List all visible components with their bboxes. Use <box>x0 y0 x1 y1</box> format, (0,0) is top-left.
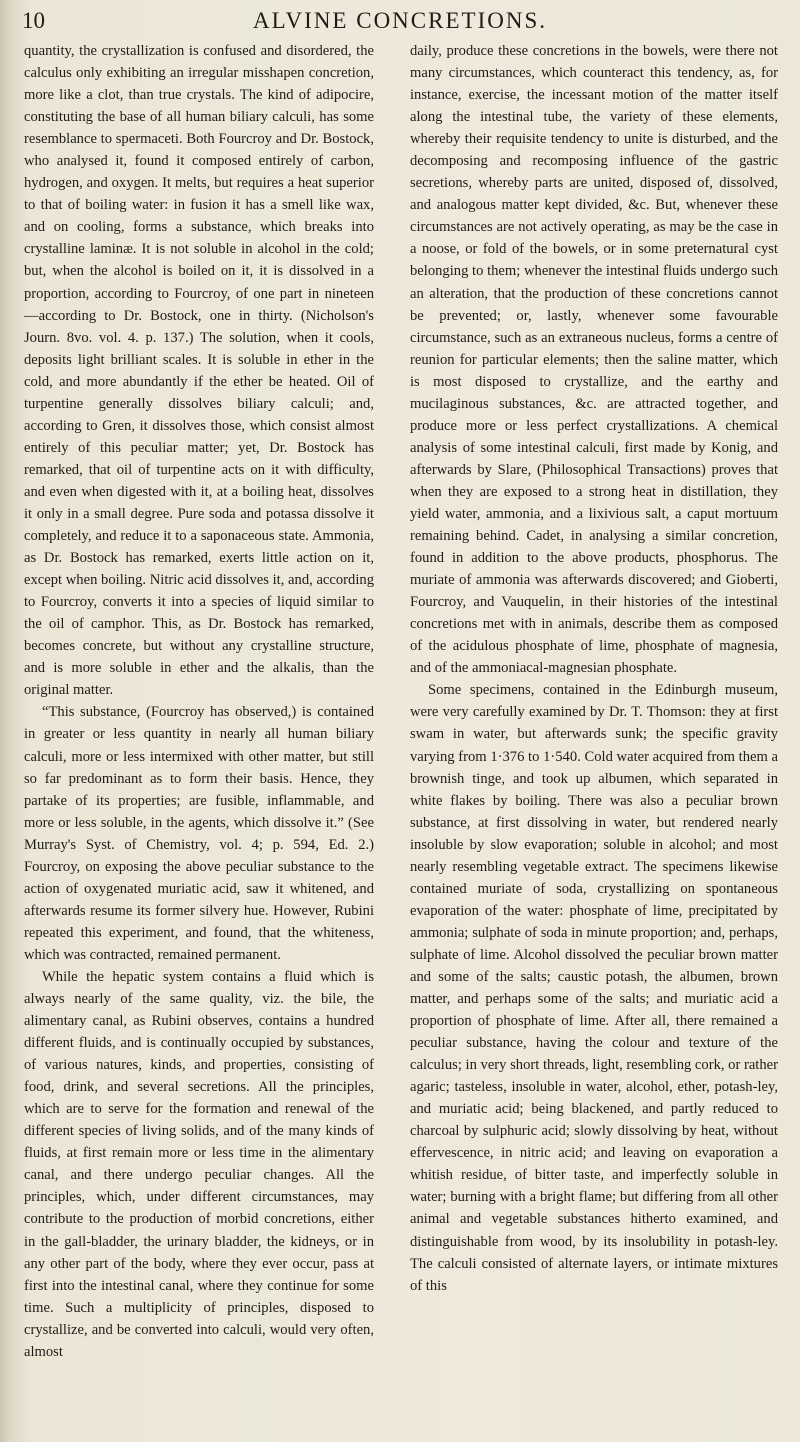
page-header <box>0 6 800 40</box>
left-paragraph-3: While the hepatic system contains a fluid which is always nearly of the same quality, viz. the bile, the alimentary canal, as Rubini observes, contains a hundred different fluids, and is continually occupied by substances, of various natures, kinds, and properties, consisting of food, drink, and several secretions. All the principles, which are to serve for the formation and renewal of the different species of living solids, and of the many kinds of fluids, at first remain more or less time in the alimentary canal, and there undergo peculiar changes. All the principles, which, under different circumstances, may contribute to the production of morbid concretions, either in the gall-bladder, the urinary bladder, the kidneys, or in any other part of the body, where they ever occur, pass at first into the intestinal canal, where they continue for some time. Such a multiplicity of principles, disposed to crystallize, and be converted into calculi, would very often, almost <box>24 968 374 1360</box>
left-column <box>24 40 374 1435</box>
right-column <box>410 40 778 1435</box>
running-head: ALVINE CONCRETIONS. <box>253 8 547 33</box>
right-paragraph-1: daily, produce these concretions in the bowels, were there not many circumstances, which counteract this tendency, as, for instance, exercise, the incessant motion of the matter itself along the intestinal tube, the variety of these elements, whereby their requisite tendency to unite is disturbed, and the decomposing and recomposing influence of the gastric secretions, whereby parts are united, disposed of, dissolved, and analogous matter kept divided, &c. But, whenever these circumstances are not actively operating, as may be the case in a noose, or fold of the bowels, or in some preternatural cyst belonging to them; whenever the intestinal fluids undergo such an alteration, that the production of these concretions cannot be prevented; or, lastly, whenever some favourable circumstance, such as an extraneous nucleus, forms a centre of reunion for particular elements; then the saline matter, which is most disposed to crystallize, and the earthy and mucilaginous substances, &c. are attracted together, and produce more or less perfect crystallizations. A chemical analysis of some intestinal calculi, first made by Konig, and afterwards by Slare, (Philosophical Transactions) proves that when they are exposed to a strong heat in distillation, they yield water, ammonia, and a lixivious salt, a caput mortuum remaining behind. Cadet, in analysing a similar concretion, found in addition to the above products, phosphorus. The muriate of ammonia was afterwards discovered; and Gioberti, Fourcroy, and Vauquelin, in their histories of the intestinal concretions met with in animals, describe them as composed of the acidulous phosphate of lime, phosphate of magnesia, and of the ammoniacal-magnesian phosphate. <box>410 43 778 677</box>
right-paragraph-2: Some specimens, contained in the Edinburgh museum, were very carefully examined by Dr. T. Thomson: they at first swam in water, but afterwards sunk; the specific gravity varying from 1·376 to 1·540. Cold water acquired from them a brownish tinge, and took up albumen, which separated in white flakes by boiling. There was also a peculiar brown substance, at first dissolving in water, but rendered nearly insoluble by slow evaporation; soluble in alcohol; and most nearly resembling vegetable extract. The specimens likewise contained muriate of soda, crystallizing on spontaneous evaporation of the water: phosphate of lime, precipitated by ammonia; sulphate of soda in minute proportion; and, perhaps, sulphate of lime. Alcohol dissolved the peculiar brown matter and some of the salts; caustic potash, the albumen, brown matter, and perhaps some of the salts; and muriatic acid a proportion of phosphate of lime. After all, there remained a peculiar substance, having the colour and texture of the calculus; in very short threads, light, resembling cork, or rather agaric; tasteless, insoluble in water, alcohol, ether, potash-ley, and muriatic acid; being blackened, and partly reduced to charcoal by sulphuric acid; slowly dissolving by heat, without effervescence, in nitric acid; and leaving on evaporation a whitish residue, of bitter taste, and imperfectly soluble in water; burning with a bright flame; but differing from all other animal and vegetable substances hitherto examined, and distinguishable from wood, by its insolubility in potash-ley. The calculi consisted of alternate layers, or intimate mixtures of this <box>410 682 778 1294</box>
page-number: 10 <box>22 8 45 33</box>
left-paragraph-1: quantity, the crystallization is confused and disordered, the calculus only exhibiting an irregular misshapen concretion, more like a clot, than true crystals. The kind of adipocire, constituting the base of all human biliary calculi, has some resemblance to spermaceti. Both Fourcroy and Dr. Bostock, who analysed it, found it composed entirely of carbon, hydrogen, and oxygen. It melts, but requires a heat superior to that of boiling water: in fusion it has a smell like wax, and on cooling, forms a substance, which breaks into crystalline laminæ. It is not soluble in alcohol in the cold; but, when the alcohol is boiled on it, it is dissolved in a proportion, according to Fourcroy, of one part in nineteen—according to Dr. Bostock, one in thirty. (Nicholson's Journ. 8vo. vol. 4. p. 137.) The solution, when it cools, deposits light brilliant scales. It is soluble in ether in the cold, and more abundantly if the ether be heated. Oil of turpentine generally dissolves biliary calculi; and, according to Gren, it dissolves those, which consist almost entirely of this peculiar matter; yet, Dr. Bostock has remarked, that oil of turpentine acts on it with difficulty, and even when digested with it, at a boiling heat, dissolves it only in a small degree. Pure soda and potassa dissolve it completely, and reduce it to a saponaceous state. Ammonia, as Dr. Bostock has remarked, exerts little action on it, except when boiling. Nitric acid dissolves it, and, according to Fourcroy, converts it into a species of liquid similar to the oil of camphor. This, as Dr. Bostock has remarked, becomes concrete, but without any crystalline structure, and is more soluble in ether and the alkalis, than the original matter. <box>24 43 374 699</box>
left-paragraph-2: “This substance, (Fourcroy has observed,) is contained in greater or less quantity in nearly all human biliary calculi, more or less intermixed with other matter, but still so far predominant as to form their basis. Hence, they partake of its properties; are fusible, inflammable, and more or less soluble, in the agents, which dissolve it.” (See Murray's Syst. of Chemistry, vol. 4; p. 594, Ed. 2.) Fourcroy, on exposing the above peculiar substance to the action of oxygenated muriatic acid, saw it whitened, and afterwards resume its former silvery hue. However, Rubini repeated this experiment, and found, that the whiteness, which was contracted, remained permanent. <box>24 704 374 963</box>
